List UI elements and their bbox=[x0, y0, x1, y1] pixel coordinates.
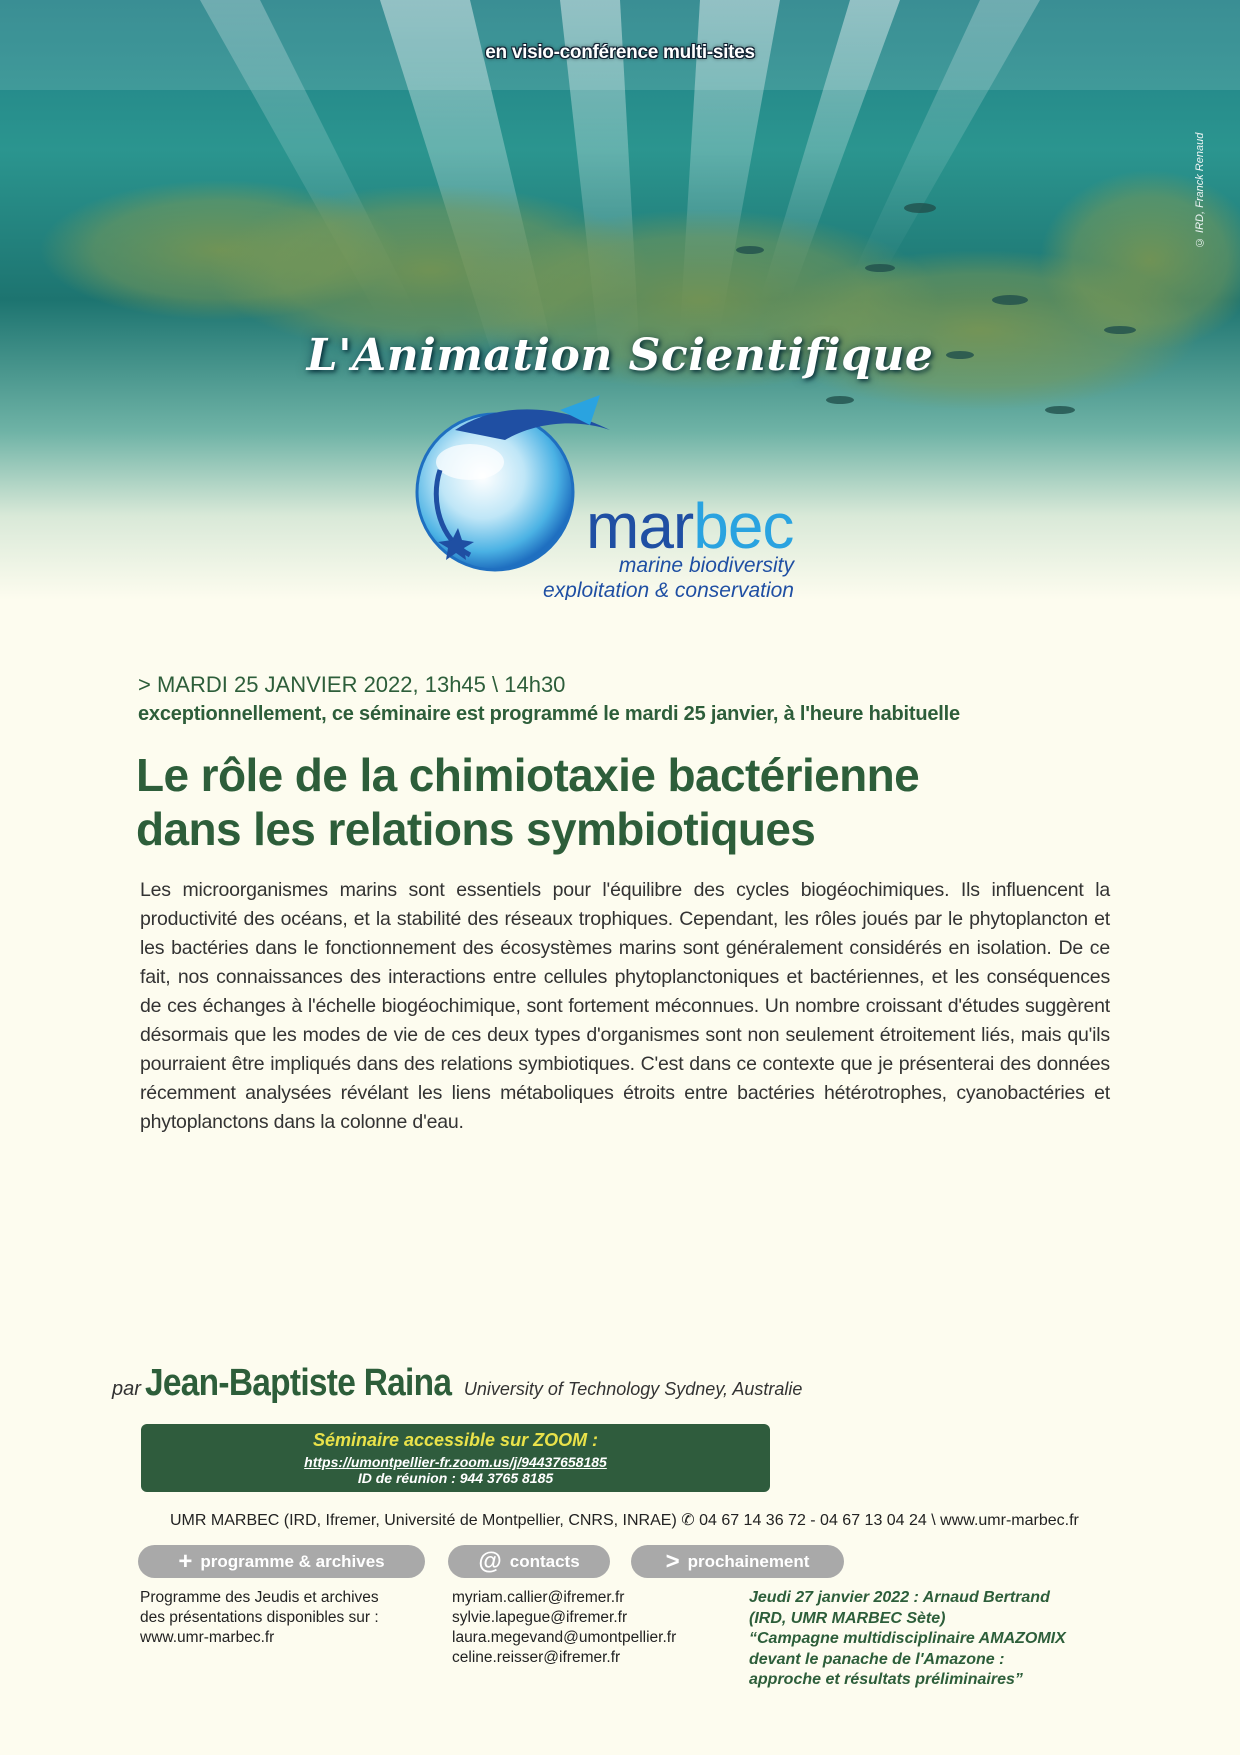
logo-subtitle-2: exploitation & conservation bbox=[543, 579, 794, 600]
talk-title-line-1: Le rôle de la chimiotaxie bactérienne bbox=[136, 749, 920, 801]
zoom-heading: Séminaire accessible sur ZOOM : bbox=[312, 1430, 599, 1450]
speaker-affiliation: University of Technology Sydney, Australie bbox=[463, 1379, 803, 1399]
umr-contact-line: UMR MARBEC (IRD, Ifremer, Université de Montpellier, CNRS, INRAE) ✆ 04 67 14 36 72 - 04 67 13 04 24 \ www.umr-marbec.fr bbox=[170, 1512, 1079, 1529]
speaker bbox=[112, 1362, 802, 1405]
contact-email[interactable]: celine.reisser@ifremer.fr bbox=[452, 1649, 621, 1666]
talk-title bbox=[136, 748, 1136, 856]
contacts-label: contacts bbox=[509, 1552, 580, 1571]
next-button[interactable] bbox=[631, 1545, 844, 1578]
logo-word-mar: mar bbox=[586, 490, 694, 562]
zoom-meeting-id: ID de réunion : 944 3765 8185 bbox=[357, 1470, 554, 1486]
talk-title-line-2: dans les relations symbiotiques bbox=[136, 803, 816, 855]
contact-email[interactable]: laura.megevand@umontpellier.fr bbox=[452, 1629, 677, 1646]
contact-email[interactable]: sylvie.lapegue@ifremer.fr bbox=[452, 1609, 628, 1626]
next-event-line: (IRD, UMR MARBEC Sète) bbox=[749, 1609, 946, 1627]
abstract: Les microorganismes marins sont essentiels pour l'équilibre des cycles biogéochimiques. Ils influencent la productivité des océans, et la stabilité des réseaux trophiques. Cependant, les rôles joués par le phytoplancton et les bactéries dans le fonctionnement des écosystèmes marins sont généralement considérés en isolation. De ce fait, nos connaissances des interactions entre cellules phytoplanctoniques et bactériennes, et les conséquences de ces échanges à l'échelle biogéochimique, sont fortement méconnues. Un nombre croissant d'études suggèrent désormais que les modes de vie de ces deux types d'organismes sont non seulement étroitement liés, mais qu'ils pourraient être impliqués dans des relations symbiotiques. C'est dans ce contexte que je présenterai des données récemment analysées révélant les liens métaboliques étroits entre bactéries hétérotrophes, cyanobactéries et phytoplanctons dans la colonne d'eau. bbox=[140, 879, 1110, 1133]
contact-email[interactable]: myriam.callier@ifremer.fr bbox=[452, 1589, 625, 1606]
chevron-right-icon: > bbox=[665, 1548, 680, 1575]
programme-archives-label: programme & archives bbox=[200, 1552, 385, 1571]
contacts-button[interactable] bbox=[448, 1545, 610, 1578]
seminar-note: exceptionnellement, ce séminaire est programmé le mardi 25 janvier, à l'heure habituelle bbox=[138, 703, 960, 725]
next-event-line: devant le panache de l'Amazone : bbox=[749, 1650, 1005, 1668]
photo-credit: © IRD, Franck Renaud bbox=[1194, 132, 1206, 248]
programme-link[interactable]: www.umr-marbec.fr bbox=[140, 1629, 275, 1646]
zoom-link[interactable]: https://umontpellier-fr.zoom.us/j/94437658185 bbox=[304, 1454, 607, 1470]
seminar-date: > MARDI 25 JANVIER 2022, 13h45 \ 14h30 bbox=[138, 672, 566, 697]
next-event-line: Jeudi 27 janvier 2022 : Arnaud Bertrand bbox=[749, 1589, 1050, 1606]
series-title: L'Animation Scientifique bbox=[306, 330, 934, 381]
visio-banner: en visio-conférence multi-sites bbox=[485, 42, 755, 63]
logo-subtitle-1: marine biodiversity bbox=[618, 554, 794, 577]
plus-icon: + bbox=[178, 1548, 193, 1575]
programme-text-1: Programme des Jeudis et archives bbox=[140, 1589, 379, 1606]
programme-column bbox=[140, 1588, 410, 1648]
logo-word-bec: bec bbox=[693, 490, 794, 562]
next-event-line: “Campagne multidisciplinaire AMAZOMIX bbox=[749, 1630, 1066, 1647]
contacts-column bbox=[452, 1588, 732, 1668]
at-icon: @ bbox=[478, 1548, 502, 1575]
hero-underwater-image bbox=[0, 0, 1240, 600]
speaker-prefix: par bbox=[112, 1378, 141, 1400]
next-event-line: approche et résultats préliminaires” bbox=[749, 1671, 1023, 1688]
programme-archives-button[interactable] bbox=[138, 1545, 425, 1578]
next-event-column bbox=[749, 1588, 1109, 1691]
programme-text-2: des présentations disponibles sur : bbox=[140, 1609, 379, 1626]
speaker-name: Jean-Baptiste Raina bbox=[145, 1362, 452, 1404]
next-label: prochainement bbox=[687, 1552, 810, 1571]
zoom-box bbox=[141, 1424, 770, 1492]
marbec-logo-wordmark bbox=[586, 490, 794, 562]
